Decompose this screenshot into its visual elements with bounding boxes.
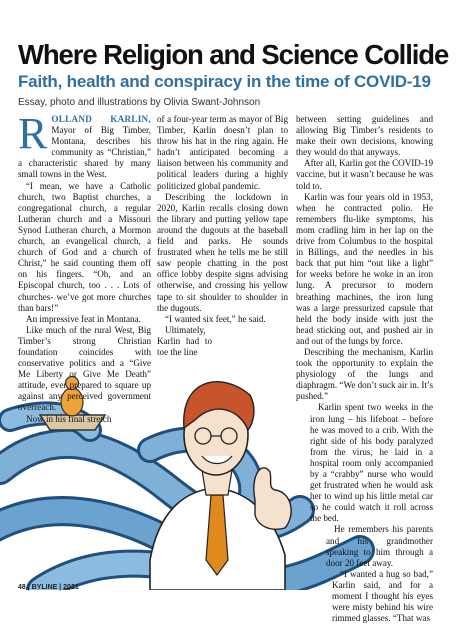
subheadline: Faith, health and conspiracy in the time of COVID-19 bbox=[18, 72, 431, 91]
paragraph: between setting guidelines and allowing Big Timber’s residents to make their own decisions, knowing they would do that anyways. bbox=[296, 114, 433, 158]
paragraph: Describing the mechanism, Karlin took the opportunity to explain the physiology of the lungs and diaphragm. “We don’t suck air in. It’s pushed.” bbox=[296, 346, 433, 402]
column-3 bbox=[296, 114, 433, 624]
paragraph: Ultimately, Karlin had to toe the line bbox=[157, 324, 212, 357]
column-2 bbox=[157, 114, 288, 358]
paragraph: An impressive feat in Montana. bbox=[26, 313, 141, 324]
headline: Where Religion and Science Collide bbox=[18, 39, 449, 70]
page-footer: 48 | BYLINE | 2021 bbox=[18, 584, 79, 591]
paragraph: of a four-year term as mayor of Big Timber, Karlin doesn’t plan to throw his hat in the ring again. He hadn’t anticipated becoming a liaison between his community and political leaders during a highly politicized global pandemic. bbox=[157, 114, 288, 191]
paragraph: He remembers his parents and his grandmother speaking to him through a door 20 feet away. bbox=[326, 524, 433, 568]
paragraph: “I wanted a hug so bad,” Karlin said, and for a moment I thought his eyes were misty behind his wire rimmed glasses. “That was bbox=[332, 568, 433, 624]
paragraph: “I wanted six feet,” he said. bbox=[165, 313, 266, 324]
paragraph: Like much of the rural West, Big Timber’s strong Christian foundation coincides with conservative politics and a “Give Me Liberty or Give Me Death” attitude, ever prepared to square up against any perceived government overreach. bbox=[18, 324, 151, 413]
drop-cap: R bbox=[18, 109, 48, 158]
paragraph bbox=[18, 109, 151, 181]
paragraph: Now in his final stretch bbox=[26, 413, 112, 424]
lead-caps: OLLAND KARLIN, bbox=[51, 114, 151, 124]
paragraph: Karlin spent two weeks in the iron lung – his lifeboat – before he was moved to a crib. With the right side of his body paralyzed from the virus, he laid in a hospital room only accompanied by a “crabby” nurse who would get frustrated when he would ask her to wind up his little metal car so he could watch it roll across the bed. bbox=[310, 402, 433, 524]
column-1 bbox=[18, 109, 151, 425]
paragraph: After all, Karlin got the COVID-19 vaccine, but it wasn’t because he was told to. bbox=[296, 158, 433, 191]
paragraph: Describing the lockdown in 2020, Karlin recalls closing down the library and putting yellow tape around the dugouts at the baseball field and parks. He sounds frustrated when he tells me he still saw people chatting in the post office lobby despite signs advising otherwise, and crossing his yellow tape to sit shoulder to shoulder in the dugouts. bbox=[157, 191, 288, 313]
paragraph: “I mean, we have a Catholic church, two Baptist churches, a congregational church, a regular Lutheran church and a Missouri Synod Lutheran church, a Mormon church, an evangelical church, a church of God and a church of Christ,” he said counting them off on his fingers. “Oh, and an Episcopal church, too . . . Lots of churches- we’ve got more churches than bars!” bbox=[18, 180, 151, 313]
paragraph-text: Mayor of Big Timber, Montana, describes his community as “Christian,” a characteristic shared by many small towns in the West. bbox=[18, 125, 151, 180]
paragraph: Karlin was four years old in 1953, when he contracted polio. He remembers flu-like symptoms, his mom cradling him in her lap on the drive from Columbus to the hospital in Billings, and the needles in his back that put him “out like a light” for weeks before he woke in an iron lung. A precursor to modern breathing machines, the iron lung was a large pressurized capsule that held the body inside with just the head sticking out, and pushed air in and out of the lungs by force. bbox=[296, 191, 433, 346]
credit-line: Essay, photo and illustrations by Olivia Swant-Johnson bbox=[18, 97, 261, 108]
